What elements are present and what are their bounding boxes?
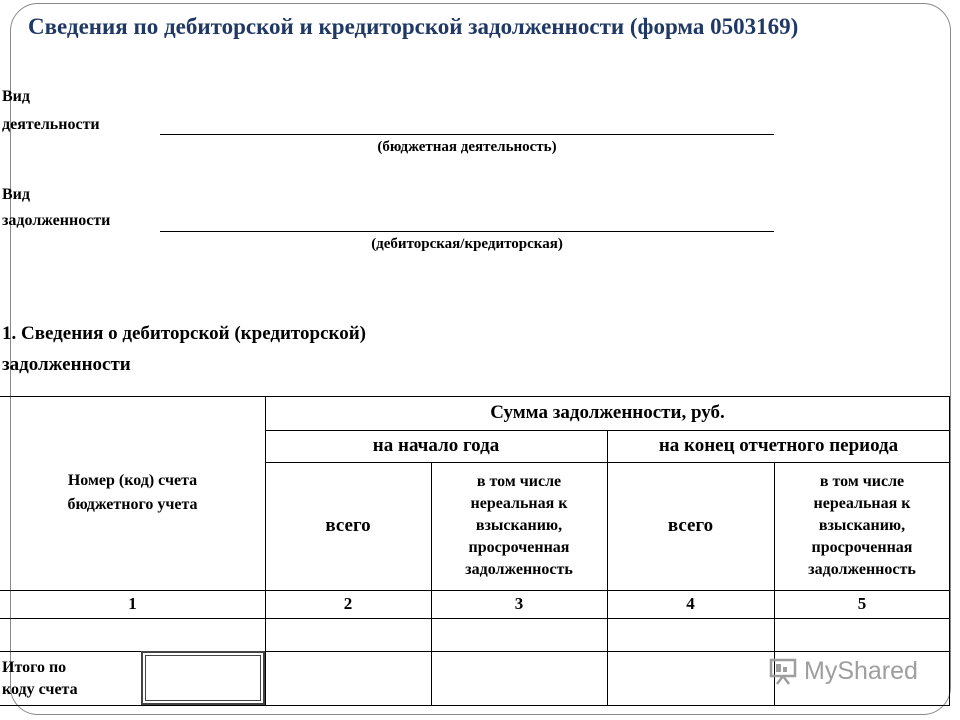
section-heading-line1: 1. Сведения о дебиторской (кредиторской) xyxy=(2,323,366,344)
account-number-header xyxy=(0,396,265,590)
unreal-line: нереальная к xyxy=(470,495,568,512)
unreal-line: задолженность xyxy=(465,561,573,578)
activity-input-line[interactable] xyxy=(160,134,774,135)
unreal-line: в том числе xyxy=(476,473,562,490)
data-cell-account[interactable] xyxy=(0,618,265,651)
total-cell[interactable] xyxy=(431,651,607,705)
column-number: 2 xyxy=(343,594,353,613)
table-line xyxy=(0,705,950,706)
debt-type-input-line[interactable] xyxy=(160,231,774,232)
total-row-label-line2: коду счета xyxy=(2,681,78,698)
unreal-line: взысканию, xyxy=(475,517,563,534)
activity-label-line2: деятельности xyxy=(2,116,100,133)
start-of-year-header: на начало года xyxy=(372,435,500,456)
data-cell[interactable] xyxy=(774,618,950,651)
end-total-header: всего xyxy=(667,515,714,536)
data-cell[interactable] xyxy=(431,618,607,651)
total-account-box[interactable] xyxy=(141,651,265,705)
account-number-header-line1: Номер (код) счета xyxy=(67,472,198,489)
unreal-line: взысканию, xyxy=(818,517,906,534)
watermark xyxy=(768,656,918,686)
total-cell[interactable] xyxy=(265,651,431,705)
debt-type-hint: (дебиторская/кредиторская) xyxy=(371,236,563,252)
end-of-period-header: на конец отчетного периода xyxy=(658,435,899,456)
watermark-text: MyShared xyxy=(804,656,918,685)
total-cell[interactable] xyxy=(607,651,774,705)
column-number: 3 xyxy=(514,594,524,613)
column-number: 5 xyxy=(857,594,867,613)
debt-type-label-line1: Вид xyxy=(2,186,30,203)
amount-header: Сумма задолженности, руб. xyxy=(490,402,725,423)
debt-type-label-line2: задолженности xyxy=(2,212,111,229)
page-title: Сведения по дебиторской и кредиторской задолженности (форма 0503169) xyxy=(28,14,799,39)
start-total-header: всего xyxy=(325,515,371,536)
activity-label-line1: Вид xyxy=(2,88,30,105)
column-number: 1 xyxy=(128,594,137,613)
unreal-line: нереальная к xyxy=(813,495,911,512)
data-cell[interactable] xyxy=(607,618,774,651)
unreal-line: просроченная xyxy=(468,539,570,556)
end-unreal-header xyxy=(774,462,950,590)
start-unreal-header xyxy=(431,462,607,590)
unreal-line: задолженность xyxy=(808,561,916,578)
activity-hint: (бюджетная деятельность) xyxy=(377,139,557,155)
column-number: 4 xyxy=(686,594,695,613)
total-row-label-line1: Итого по xyxy=(2,659,67,676)
account-number-header-line2: бюджетного учета xyxy=(67,496,198,513)
unreal-line: просроченная xyxy=(811,539,913,556)
presentation-icon xyxy=(768,656,798,686)
total-row-label xyxy=(2,657,78,701)
section-heading xyxy=(2,318,366,380)
unreal-line: в том числе xyxy=(819,473,905,490)
section-heading-line2: задолженности xyxy=(2,354,131,375)
data-cell[interactable] xyxy=(265,618,431,651)
